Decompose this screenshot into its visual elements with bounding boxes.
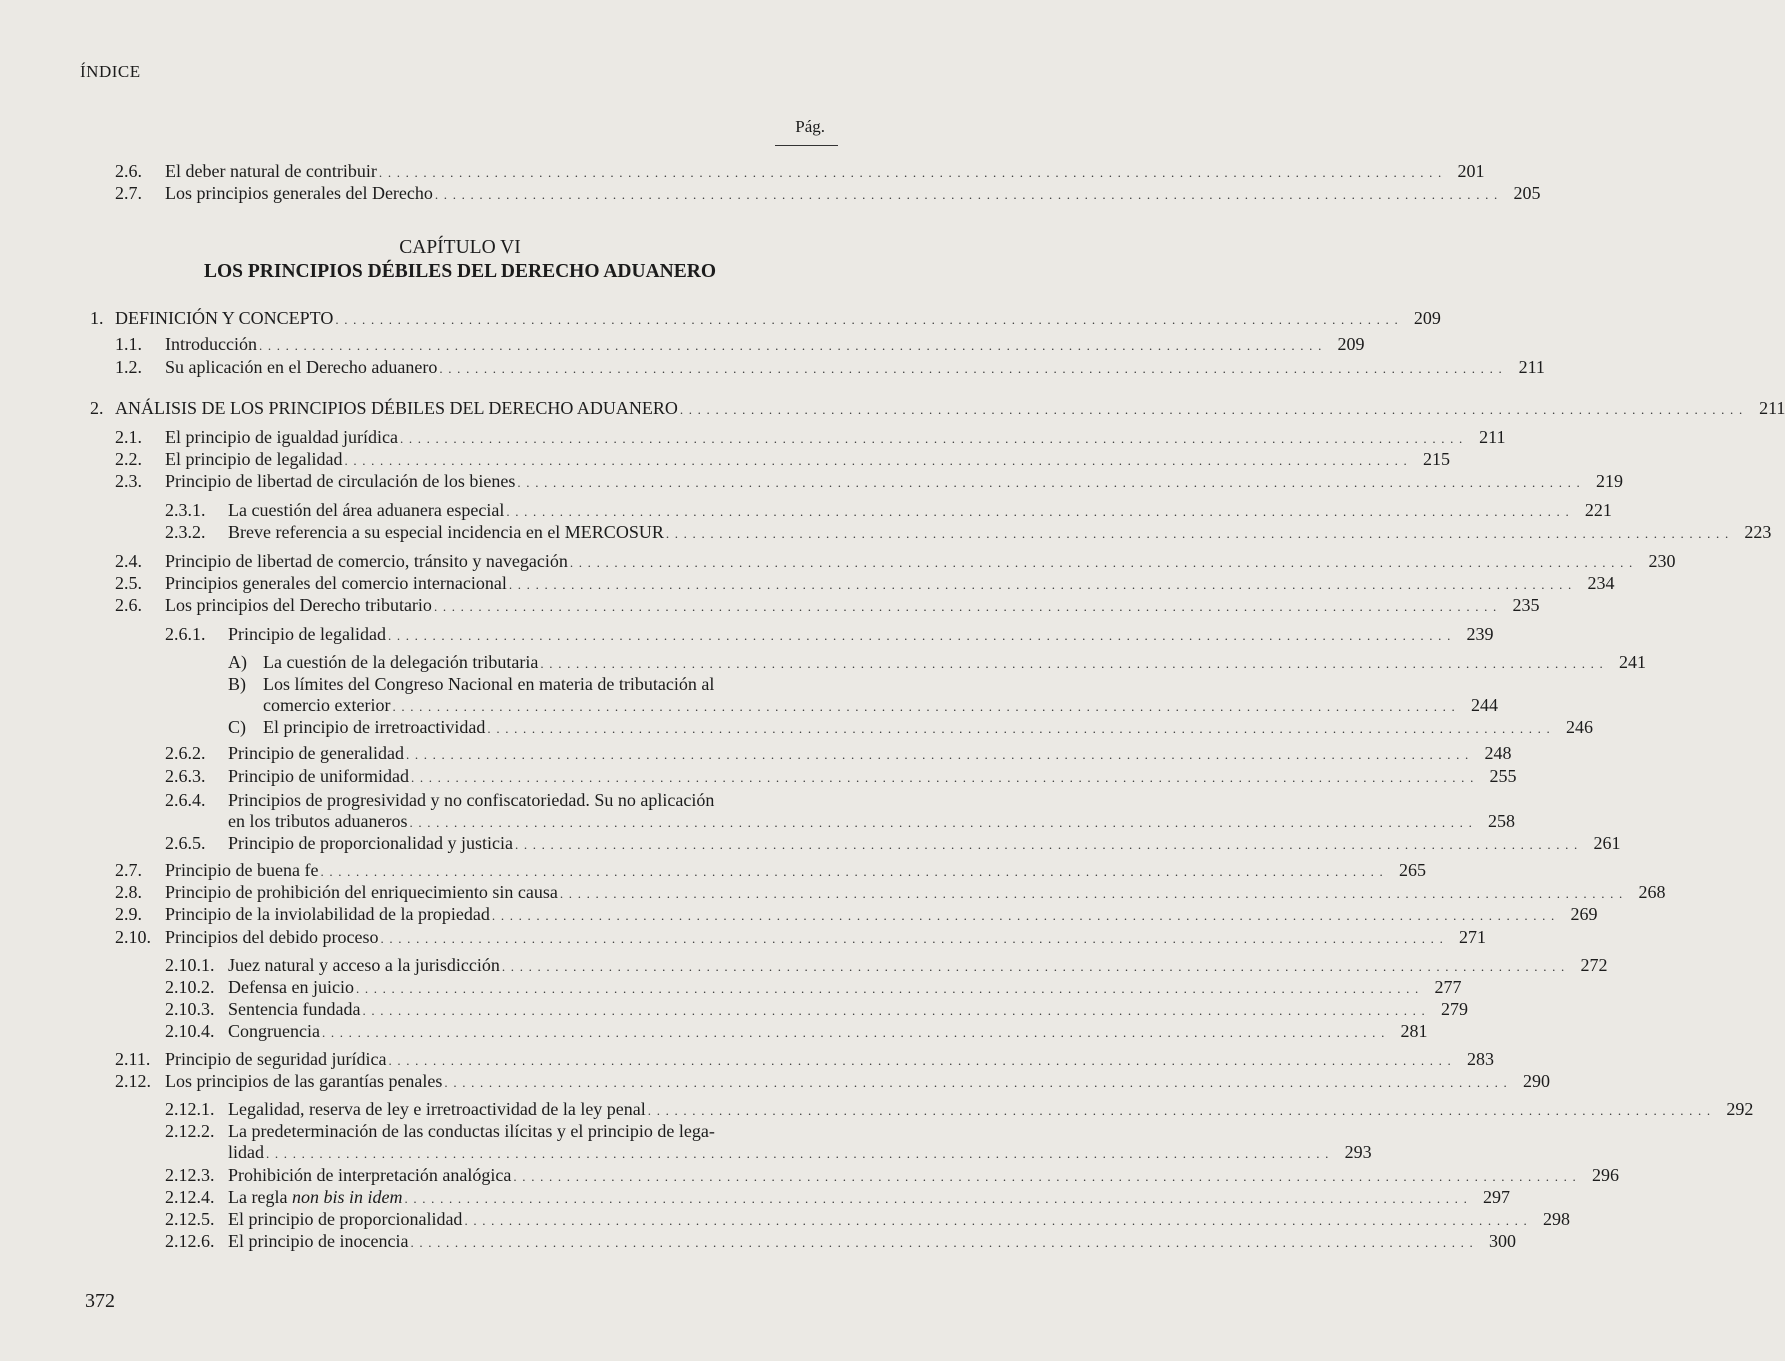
toc-entry-title [263,651,538,673]
toc-entry-number: 2.12.1. [165,1099,215,1119]
toc-entry-number: 2.9. [115,904,142,924]
toc-entry-title [263,716,485,738]
toc-entry-title-text: Congruencia [228,1021,320,1041]
toc-entry-number: 2.6.4. [165,790,206,810]
toc-entry-page: 223 [1744,522,1772,542]
toc-entry-number: 2.3.2. [165,522,206,542]
toc-entry-number: 2.1. [115,427,142,447]
dot-leader: . . . . . . . . . . . . . . . . . . . . . . . . . . . . . . . . . . . . . . . . . . . . . . . . . . . . . . . . . . . . . . . . . . . . . . . . . . . . . . . . . . . . . . . . . . . . . . . . . . . . . . . . . . . . . . . . . . . . . . . . [405,747,1470,762]
dot-leader: . . . . . . . . . . . . . . . . . . . . . . . . . . . . . . . . . . . . . . . . . . . . . . . . . . . . . . . . . . . . . . . . . . . . . . . . . . . . . . . . . . . . . . . . . . . . . . . . . . . . . . . . . . . . . . . . . . . . . . . . [355,981,1420,996]
toc-entry-title [165,550,568,572]
toc-entry-title-continuation: comercio exterior [263,695,391,715]
dot-leader: . . . . . . . . . . . . . . . . . . . . . . . . . . . . . . . . . . . . . . . . . . . . . . . . . . . . . . . . . . . . . . . . . . . . . . . . . . . . . . . . . . . . . . . . . . . . . . . . . . . . . . . . . . . . . . . . . . . . . . . . [378,165,1443,180]
toc-entry-number: 2.12.4. [165,1187,215,1207]
toc-entry [165,1186,1511,1208]
toc-entry-title [228,1230,408,1252]
toc-entry-title-text: Principio de uniformidad [228,766,409,786]
toc-entry-title [228,976,354,998]
toc-entry [165,742,1512,764]
toc-entry-page: 201 [1457,161,1485,181]
toc-entry-number: 2.3. [115,471,142,491]
page-number: 372 [85,1290,115,1312]
toc-entry-number: 1.2. [115,357,142,377]
toc-entry-page: 283 [1467,1049,1495,1069]
dot-leader: . . . . . . . . . . . . . . . . . . . . . . . . . . . . . . . . . . . . . . . . . . . . . . . . . . . . . . . . . . . . . . . . . . . . . . . . . . . . . . . . . . . . . . . . . . . . . . . . . . . . . . . . . . . . . . . . . . . . . . . . [434,187,1499,202]
toc-entry-page: 265 [1399,860,1427,880]
toc-entry [115,859,1427,881]
toc-entry-title-text: El principio de proporcionalidad [228,1209,463,1229]
toc-entry-title-text: Principio de legalidad [228,624,386,644]
toc-entry-page: 290 [1522,1071,1550,1091]
toc-entry-number: 1.1. [115,334,142,354]
toc-entry-title-text: Principio de libertad de circulación de los bienes [165,471,516,491]
toc-entry-number: 1. [90,308,104,328]
toc-entry-title [228,1186,402,1208]
toc-entry [115,470,1623,492]
toc-entry-title [165,1070,442,1092]
page-column-label: Pág. [795,117,825,136]
toc-entry-number: 2.10.4. [165,1021,215,1041]
dot-leader: . . . . . . . . . . . . . . . . . . . . . . . . . . . . . . . . . . . . . . . . . . . . . . . . . . . . . . . . . . . . . . . . . . . . . . . . . . . . . . . . . . . . . . . . . . . . . . . . . . . . . . . . . . . . . . . . . . . . . . . . [569,555,1634,570]
toc-entry-title-text: Los principios del Derecho tributario [165,595,432,615]
toc-entry-title-text: La cuestión de la delegación tributaria [263,652,539,672]
toc-entry-page: 292 [1726,1099,1754,1119]
toc-entry-title [165,594,432,616]
toc-entry-title-text: Principio de la inviolabilidad de la propiedad [165,904,490,924]
toc-entry-title-text: Su aplicación en el Derecho aduanero [165,357,438,377]
toc-entry [165,976,1462,998]
toc-entry-number: 2.10.1. [165,955,215,975]
toc-entry-page: 221 [1584,500,1612,520]
toc-entry-title [165,1048,386,1070]
toc-entry-number: 2.6. [115,595,142,615]
toc-entry-page: 246 [1565,717,1593,737]
toc-entry-page: 248 [1484,743,1512,763]
dot-leader: . . . . . . . . . . . . . . . . . . . . . . . . . . . . . . . . . . . . . . . . . . . . . . . . . . . . . . . . . . . . . . . . . . . . . . . . . . . . . . . . . . . . . . . . . . . . . . . . . . . . . . . . . . . . . . . . . . . . . . . . [540,656,1604,671]
toc-entry-page: 230 [1648,551,1676,571]
toc-entry-page: 209 [1337,334,1365,354]
toc-entry-number: 2.12.6. [165,1231,215,1251]
toc-entry-title-text: ANÁLISIS DE LOS PRINCIPIOS DÉBILES DEL DERECHO ADUANERO [115,398,678,418]
toc-entry-title [228,623,386,645]
dot-leader: . . . . . . . . . . . . . . . . . . . . . . . . . . . . . . . . . . . . . . . . . . . . . . . . . . . . . . . . . . . . . . . . . . . . . . . . . . . . . . . . . . . . . . . . . . . . . . . . . . . . . . . . . . . . . . . . . . . . . . . . [409,815,1474,830]
dot-leader: . . . . . . . . . . . . . . . . . . . . . . . . . . . . . . . . . . . . . . . . . . . . . . . . . . . . . . . . . . . . . . . . . . . . . . . . . . . . . . . . . . . . . . . . . . . . . . . . . . . . . . . . . . . . . . . . . . . . . . . . [410,770,1475,785]
toc-entry-number: 2.2. [115,449,142,469]
toc-entry-title-text: Defensa en juicio [228,977,354,997]
toc-entry-number: 2.7. [115,183,142,203]
toc-entry-page: 281 [1400,1021,1428,1041]
dot-leader: . . . . . . . . . . . . . . . . . . . . . . . . . . . . . . . . . . . . . . . . . . . . . . . . . . . . . . . . . . . . . . . . . . . . . . . . . . . . . . . . . . . . . . . . . . . . . . . . . . . . . . . . . . . . . . . . . . . . . . . . [439,361,1503,376]
toc-entry-title [165,903,490,925]
toc-entry [115,1048,1495,1070]
dot-leader: . . . . . . . . . . . . . . . . . . . . . . . . . . . . . . . . . . . . . . . . . . . . . . . . . . . . . . . . . . . . . . . . . . . . . . . . . . . . . . . . . . . . . . . . . . . . . . . . . . . . . . . . . . . . . . . . . . . . . . . . [344,453,1409,468]
toc-entry-page: 269 [1570,904,1598,924]
dot-leader: . . . . . . . . . . . . . . . . . . . . . . . . . . . . . . . . . . . . . . . . . . . . . . . . . . . . . . . . . . . . . . . . . . . . . . . . . . . . . . . . . . . . . . . . . . . . . . . . . . . . . . . . . . . . . . . . . . . . . . . . [258,338,1323,353]
dot-leader: . . . . . . . . . . . . . . . . . . . . . . . . . . . . . . . . . . . . . . . . . . . . . . . . . . . . . . . . . . . . . . . . . . . . . . . . . . . . . . . . . . . . . . . . . . . . . . . . . . . . . . . . . . . . . . . . . . . . . . . . [380,931,1445,946]
toc-entry-number: 2.3.1. [165,500,206,520]
toc-entry-page: 296 [1591,1165,1619,1185]
dot-leader: . . . . . . . . . . . . . . . . . . . . . . . . . . . . . . . . . . . . . . . . . . . . . . . . . . . . . . . . . . . . . . . . . . . . . . . . . . . . . . . . . . . . . . . . . . . . . . . . . . . . . . . . . . . . . . . . . . . . . . . . [559,886,1624,901]
running-header: ÍNDICE [80,62,141,81]
toc-entry [165,1020,1428,1042]
toc-entry-number: 2.4. [115,551,142,571]
toc-entry-title-text: Principio de proporcionalidad y justicia [228,833,513,853]
toc-entry-page: 272 [1580,955,1608,975]
toc-entry-title [165,426,398,448]
toc-entry [165,521,1772,543]
toc-entry [115,160,1485,182]
toc-entry-page: 211 [1479,427,1506,447]
toc-entry-page: 205 [1513,183,1541,203]
page-column-rule [775,145,838,146]
toc-entry-number: 2.5. [115,573,142,593]
toc-entry-page: 277 [1434,977,1462,997]
toc-entry-continuation [228,1141,1372,1163]
toc-entry-title-text: El principio de igualdad jurídica [165,427,398,447]
toc-entry-title [228,998,360,1020]
toc-entry-title [228,765,409,787]
toc-entry [165,1098,1754,1120]
toc-entry-page: 279 [1441,999,1469,1019]
dot-leader: . . . . . . . . . . . . . . . . . . . . . . . . . . . . . . . . . . . . . . . . . . . . . . . . . . . . . . . . . . . . . . . . . . . . . . . . . . . . . . . . . . . . . . . . . . . . . . . . . . . . . . . . . . . . . . . . . . . . . . . . [392,699,1456,714]
toc-entry-number: 2.6.3. [165,766,206,786]
toc-entry-title-text: Prohibición de interpretación analógica [228,1165,512,1185]
dot-leader: . . . . . . . . . . . . . . . . . . . . . . . . . . . . . . . . . . . . . . . . . . . . . . . . . . . . . . . . . . . . . . . . . . . . . . . . . . . . . . . . . . . . . . . . . . . . . . . . . . . . . . . . . . . . . . . . . . . . . . . . [464,1213,1528,1228]
dot-leader: . . . . . . . . . . . . . . . . . . . . . . . . . . . . . . . . . . . . . . . . . . . . . . . . . . . . . . . . . . . . . . . . . . . . . . . . . . . . . . . . . . . . . . . . . . . . . . . . . . . . . . . . . . . . . . . . . . . . . . . . [444,1075,1508,1090]
toc-entry-title [228,1164,511,1186]
dot-leader: . . . . . . . . . . . . . . . . . . . . . . . . . . . . . . . . . . . . . . . . . . . . . . . . . . . . . . . . . . . . . . . . . . . . . . . . . . . . . . . . . . . . . . . . . . . . . . . . . . . . . . . . . . . . . . . . . . . . . . . . [491,908,1556,923]
toc-entry-title-continuation: lidad [228,1142,264,1162]
toc-entry-number: C) [228,717,246,737]
toc-entry [165,1230,1516,1252]
toc-entry-page: 300 [1489,1231,1516,1251]
toc-entry [165,998,1469,1020]
toc-entry-number: 2.6.1. [165,624,206,644]
toc-entry-title: Principios de progresividad y no confiscatoriedad. Su no aplicación [228,790,715,810]
toc-entry-title: La predeterminación de las conductas ilícitas y el principio de lega- [228,1121,715,1141]
toc-entry-title [165,572,507,594]
toc-entry-title [165,182,433,204]
dot-leader: . . . . . . . . . . . . . . . . . . . . . . . . . . . . . . . . . . . . . . . . . . . . . . . . . . . . . . . . . . . . . . . . . . . . . . . . . . . . . . . . . . . . . . . . . . . . . . . . . . . . . . . . . . . . . . . . . . . . . . . . [506,504,1570,519]
toc-entry-number: 2.6. [115,161,142,181]
toc-entry [115,881,1666,903]
dot-leader: . . . . . . . . . . . . . . . . . . . . . . . . . . . . . . . . . . . . . . . . . . . . . . . . . . . . . . . . . . . . . . . . . . . . . . . . . . . . . . . . . . . . . . . . . . . . . . . . . . . . . . . . . . . . . . . . . . . . . . . . [362,1003,1427,1018]
dot-leader: . . . . . . . . . . . . . . . . . . . . . . . . . . . . . . . . . . . . . . . . . . . . . . . . . . . . . . . . . . . . . . . . . . . . . . . . . . . . . . . . . . . . . . . . . . . . . . . . . . . . . . . . . . . . . . . . . . . . . . . . [399,431,1464,446]
toc-entry-title-text: Principios del debido proceso [165,927,379,947]
toc-entry-title-text: Principio de libertad de comercio, tránsito y navegación [165,551,568,571]
toc-entry-number: 2.6.5. [165,833,206,853]
toc-entry-title-text: Principios generales del comercio internacional [165,573,507,593]
toc-entry-title [228,742,404,764]
toc-entry-page: 235 [1512,595,1540,615]
toc-entry-title [115,397,678,419]
dot-leader: . . . . . . . . . . . . . . . . . . . . . . . . . . . . . . . . . . . . . . . . . . . . . . . . . . . . . . . . . . . . . . . . . . . . . . . . . . . . . . . . . . . . . . . . . . . . . . . . . . . . . . . . . . . . . . . . . . . . . . . . [320,864,1385,879]
toc-entry-title-text: El principio de inocencia [228,1231,409,1251]
toc-entry [115,448,1451,470]
toc-entry-number: 2.10. [115,927,151,947]
toc-entry-continuation [228,810,1516,832]
toc-entry [165,765,1517,787]
toc-entry-title [165,333,257,355]
toc-entry-page: 268 [1638,882,1666,902]
toc-entry [165,1208,1570,1230]
toc-entry-title [228,1208,462,1230]
toc-entry-title-text: DEFINICIÓN Y CONCEPTO [115,308,334,328]
toc-entry [115,594,1540,616]
toc-entry-page: 241 [1618,652,1646,672]
toc-entry-title-text: El principio de irretroactividad [263,717,486,737]
dot-leader: . . . . . . . . . . . . . . . . . . . . . . . . . . . . . . . . . . . . . . . . . . . . . . . . . . . . . . . . . . . . . . . . . . . . . . . . . . . . . . . . . . . . . . . . . . . . . . . . . . . . . . . . . . . . . . . . . . . . . . . . [387,628,1452,643]
dot-leader: . . . . . . . . . . . . . . . . . . . . . . . . . . . . . . . . . . . . . . . . . . . . . . . . . . . . . . . . . . . . . . . . . . . . . . . . . . . . . . . . . . . . . . . . . . . . . . . . . . . . . . . . . . . . . . . . . . . . . . . . [335,312,1399,327]
dot-leader: . . . . . . . . . . . . . . . . . . . . . . . . . . . . . . . . . . . . . . . . . . . . . . . . . . . . . . . . . . . . . . . . . . . . . . . . . . . . . . . . . . . . . . . . . . . . . . . . . . . . . . . . . . . . . . . . . . . . . . . . [647,1103,1712,1118]
toc-entry-number: 2.6.2. [165,743,206,763]
toc-entry [228,651,1646,673]
toc-entry [115,333,1365,355]
dot-leader: . . . . . . . . . . . . . . . . . . . . . . . . . . . . . . . . . . . . . . . . . . . . . . . . . . . . . . . . . . . . . . . . . . . . . . . . . . . . . . . . . . . . . . . . . . . . . . . . . . . . . . . . . . . . . . . . . . . . . . . . [388,1053,1453,1068]
toc-entry-title [228,832,513,854]
toc-entry-title: Los límites del Congreso Nacional en materia de tributación al [263,674,715,694]
toc-entry-title-text: Principio de generalidad [228,743,404,763]
toc-entry [115,903,1598,925]
toc-entry-number: 2.7. [115,860,142,880]
toc-entry-number: 2.11. [115,1049,151,1069]
toc-entry-title-continuation: en los tributos aduaneros [228,811,408,831]
toc-entry-page: 271 [1459,927,1487,947]
toc-entry-page: 261 [1593,833,1621,853]
toc-entry-title-text: La regla [228,1187,288,1207]
toc-entry-title-text: Breve referencia a su especial incidencia en el MERCOSUR [228,522,664,542]
dot-leader: . . . . . . . . . . . . . . . . . . . . . . . . . . . . . . . . . . . . . . . . . . . . . . . . . . . . . . . . . . . . . . . . . . . . . . . . . . . . . . . . . . . . . . . . . . . . . . . . . . . . . . . . . . . . . . . . . . . . . . . . [513,1169,1577,1184]
toc-entry-number: 2.12.3. [165,1165,215,1185]
dot-leader: . . . . . . . . . . . . . . . . . . . . . . . . . . . . . . . . . . . . . . . . . . . . . . . . . . . . . . . . . . . . . . . . . . . . . . . . . . . . . . . . . . . . . . . . . . . . . . . . . . . . . . . . . . . . . . . . . . . . . . . . [679,402,1744,417]
toc-entry-title-italic: non bis in idem [291,1187,403,1207]
toc-entry [228,716,1593,738]
toc-entry-title [228,1020,320,1042]
toc-entry-title [228,954,500,976]
toc-entry [115,356,1545,378]
toc-entry [115,926,1487,948]
toc-entry-number: 2.10.2. [165,977,215,997]
toc-entry-page: 297 [1483,1187,1511,1207]
toc-entry-title [165,160,377,182]
dot-leader: . . . . . . . . . . . . . . . . . . . . . . . . . . . . . . . . . . . . . . . . . . . . . . . . . . . . . . . . . . . . . . . . . . . . . . . . . . . . . . . . . . . . . . . . . . . . . . . . . . . . . . . . . . . . . . . . . . . . . . . . [517,475,1581,490]
toc-entry-number: A) [228,652,247,672]
toc-entry-title-text: El principio de legalidad [165,449,343,469]
toc-entry-title-text: Los principios generales del Derecho [165,183,433,203]
toc-entry [165,1164,1619,1186]
toc-entry-number: 2. [90,398,104,418]
dot-leader: . . . . . . . . . . . . . . . . . . . . . . . . . . . . . . . . . . . . . . . . . . . . . . . . . . . . . . . . . . . . . . . . . . . . . . . . . . . . . . . . . . . . . . . . . . . . . . . . . . . . . . . . . . . . . . . . . . . . . . . . [404,1191,1469,1206]
toc-entry [115,426,1506,448]
dot-leader: . . . . . . . . . . . . . . . . . . . . . . . . . . . . . . . . . . . . . . . . . . . . . . . . . . . . . . . . . . . . . . . . . . . . . . . . . . . . . . . . . . . . . . . . . . . . . . . . . . . . . . . . . . . . . . . . . . . . . . . . [410,1235,1474,1250]
toc-entry-title-text: La cuestión del área aduanera especial [228,500,505,520]
toc-entry-number: 2.10.3. [165,999,215,1019]
toc-entry-page: 211 [1518,357,1545,377]
toc-entry-title-text: Legalidad, reserva de ley e irretroactividad de la ley penal [228,1099,646,1119]
toc-entry-title-text: Principio de buena fe [165,860,319,880]
toc-entry [115,182,1541,204]
toc-entry-title [165,470,515,492]
toc-entry [90,397,1785,419]
toc-entry [90,307,1441,329]
toc-entry-page: 211 [1759,398,1785,418]
toc-entry-number: 2.12.5. [165,1209,215,1229]
toc-entry-title [165,881,558,903]
toc-entry-title-text: Introducción [165,334,257,354]
dot-leader: . . . . . . . . . . . . . . . . . . . . . . . . . . . . . . . . . . . . . . . . . . . . . . . . . . . . . . . . . . . . . . . . . . . . . . . . . . . . . . . . . . . . . . . . . . . . . . . . . . . . . . . . . . . . . . . . . . . . . . . . [508,577,1573,592]
toc-entry-title-text: Sentencia fundada [228,999,361,1019]
toc-entry-title [115,307,333,329]
chapter-number: CAPÍTULO VI [399,237,521,258]
toc-entry-page: 298 [1543,1209,1570,1229]
toc-entry-title [165,859,318,881]
toc-entry-title-text: Juez natural y acceso a la jurisdicción [228,955,500,975]
toc-entry-page: 219 [1595,471,1623,491]
toc-entry-title [228,521,664,543]
toc-entry-title-text: Los principios de las garantías penales [165,1071,443,1091]
toc-entry-page: 258 [1488,811,1516,831]
toc-entry-title-text: Principio de seguridad jurídica [165,1049,387,1069]
toc-entry-title-text: El deber natural de contribuir [165,161,377,181]
toc-entry [228,673,714,695]
toc-entry-page: 293 [1344,1142,1372,1162]
toc-entry-title-text: Principio de prohibición del enriquecimiento sin causa [165,882,558,902]
toc-entry-title [228,1098,646,1120]
toc-entry [165,954,1608,976]
toc-entry [115,550,1676,572]
toc-entry [115,1070,1550,1092]
chapter-title: LOS PRINCIPIOS DÉBILES DEL DERECHO ADUANERO [204,261,716,282]
toc-entry-page: 215 [1423,449,1451,469]
toc-entry-title [165,926,378,948]
toc-entry-title [165,356,437,378]
toc-entry-page: 209 [1413,308,1441,328]
toc-entry-continuation [263,694,1498,716]
toc-entry [115,572,1615,594]
toc-entry [165,789,714,811]
toc-entry [165,1120,715,1142]
toc-entry-number: 2.12.2. [165,1121,215,1141]
dot-leader: . . . . . . . . . . . . . . . . . . . . . . . . . . . . . . . . . . . . . . . . . . . . . . . . . . . . . . . . . . . . . . . . . . . . . . . . . . . . . . . . . . . . . . . . . . . . . . . . . . . . . . . . . . . . . . . . . . . . . . . . [501,959,1566,974]
dot-leader: . . . . . . . . . . . . . . . . . . . . . . . . . . . . . . . . . . . . . . . . . . . . . . . . . . . . . . . . . . . . . . . . . . . . . . . . . . . . . . . . . . . . . . . . . . . . . . . . . . . . . . . . . . . . . . . . . . . . . . . . [321,1025,1386,1040]
toc-entry-title [165,448,342,470]
dot-leader: . . . . . . . . . . . . . . . . . . . . . . . . . . . . . . . . . . . . . . . . . . . . . . . . . . . . . . . . . . . . . . . . . . . . . . . . . . . . . . . . . . . . . . . . . . . . . . . . . . . . . . . . . . . . . . . . . . . . . . . . [266,1146,1330,1161]
toc-entry-number: 2.12. [115,1071,151,1091]
toc-entry [165,623,1494,645]
dot-leader: . . . . . . . . . . . . . . . . . . . . . . . . . . . . . . . . . . . . . . . . . . . . . . . . . . . . . . . . . . . . . . . . . . . . . . . . . . . . . . . . . . . . . . . . . . . . . . . . . . . . . . . . . . . . . . . . . . . . . . . . [433,599,1498,614]
dot-leader: . . . . . . . . . . . . . . . . . . . . . . . . . . . . . . . . . . . . . . . . . . . . . . . . . . . . . . . . . . . . . . . . . . . . . . . . . . . . . . . . . . . . . . . . . . . . . . . . . . . . . . . . . . . . . . . . . . . . . . . . [665,526,1730,541]
toc-entry-page: 255 [1489,766,1517,786]
dot-leader: . . . . . . . . . . . . . . . . . . . . . . . . . . . . . . . . . . . . . . . . . . . . . . . . . . . . . . . . . . . . . . . . . . . . . . . . . . . . . . . . . . . . . . . . . . . . . . . . . . . . . . . . . . . . . . . . . . . . . . . . [514,837,1579,852]
toc-entry [165,832,1621,854]
toc-entry [165,499,1612,521]
dot-leader: . . . . . . . . . . . . . . . . . . . . . . . . . . . . . . . . . . . . . . . . . . . . . . . . . . . . . . . . . . . . . . . . . . . . . . . . . . . . . . . . . . . . . . . . . . . . . . . . . . . . . . . . . . . . . . . . . . . . . . . . [487,721,1551,736]
toc-entry-page: 234 [1587,573,1615,593]
toc-entry-page: 239 [1466,624,1494,644]
toc-entry-title [228,499,504,521]
toc-entry-number: 2.8. [115,882,142,902]
toc-entry-page: 244 [1471,695,1498,715]
toc-entry-number: B) [228,674,246,694]
